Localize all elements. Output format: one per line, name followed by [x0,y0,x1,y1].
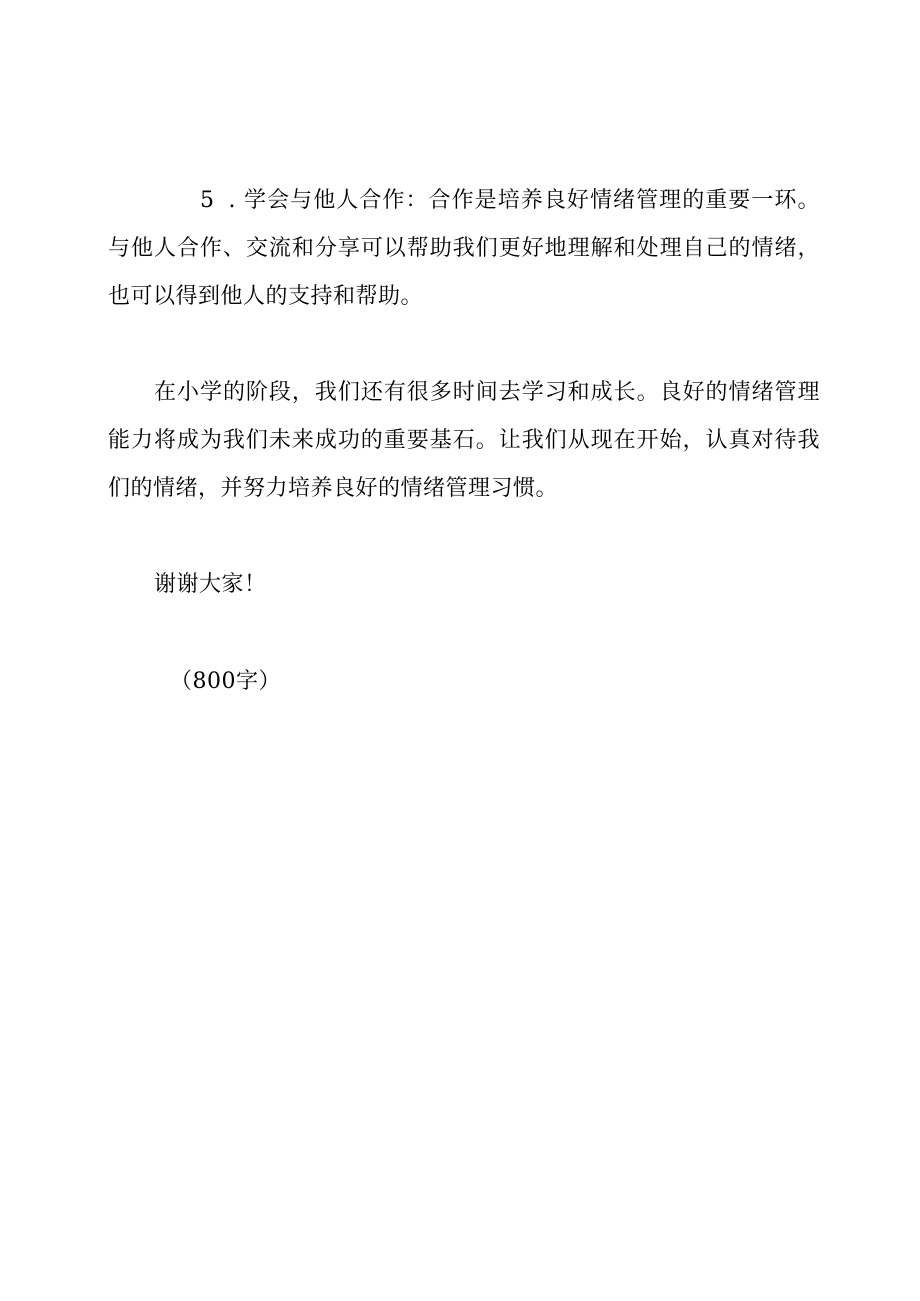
paragraph-text: 在小学的阶段，我们还有很多时间去学习和成长。良好的情绪管理能力将成为我们未来成功的重要基石。让我们从现在开始，认真对待我们的情绪，并努力培养良好的情绪管理习惯。 [108,380,820,501]
numbered-paragraph-cooperation [108,177,820,321]
paragraph-text: （800字） [170,669,281,694]
paragraph-conclusion [108,369,820,513]
closing-thanks [108,561,820,609]
paragraph-number: 5 [200,188,215,213]
paragraph-text: 谢谢大家！ [154,572,267,597]
paragraph-text: . 学会与他人合作：合作是培养良好情绪管理的重要一环。与他人合作、交流和分享可以帮助我们更好地理解和处理自己的情绪，也可以得到他人的支持和帮助。 [108,188,820,309]
word-count-note [108,658,820,706]
